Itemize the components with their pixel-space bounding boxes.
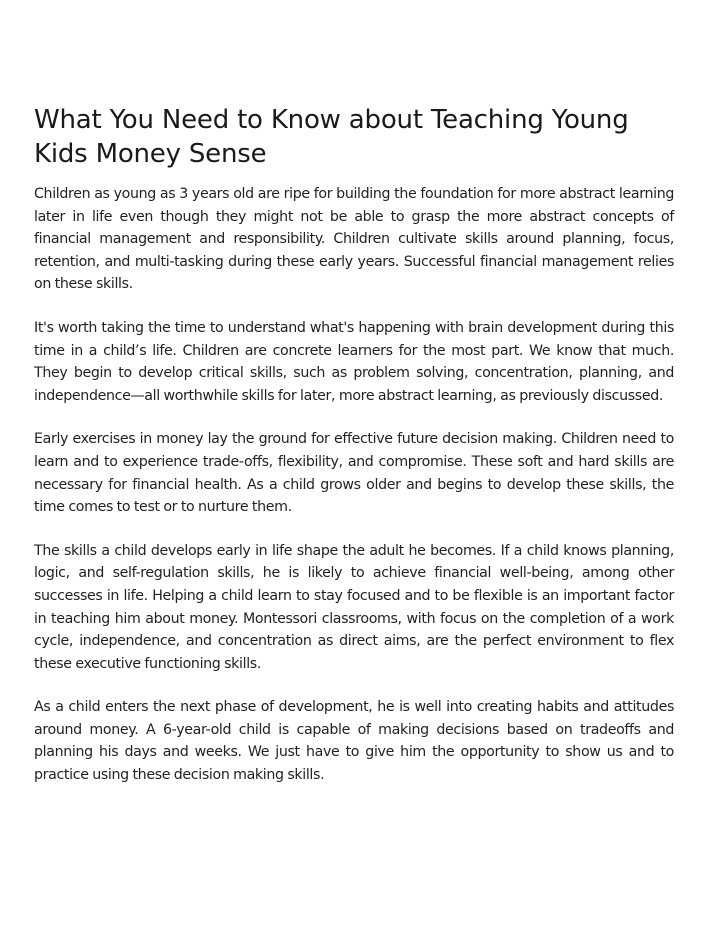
paragraph-4: The skills a child develops early in life shape the adult he becomes. If a child knows planning, logic, and self-regulation skills, he is likely to achieve financial well-being, among other successes in life. Helping a child learn to stay focused and to be flexible is an important factor in teaching him about money. Montessori classrooms, with focus on the completion of a work cycle, independence, and concentration as direct aims, are the perfect environment to flex these executive functioning skills. — [34, 542, 674, 672]
document-page — [34, 103, 674, 808]
paragraph-2: It's worth taking the time to understand what's happening with brain development during this time in a child’s life. Children are concrete learners for the most part. We know that much. They begin to develop critical skills, such as problem solving, concentration, planning, and independence—all worthwhile skills for later, more abstract learning, as previously discussed. — [34, 319, 674, 404]
paragraph-1: Children as young as 3 years old are ripe for building the foundation for more abstract learning later in life even though they might not be able to grasp the more abstract concepts of financial management and responsibility. Children cultivate skills around planning, focus, retention, and multi-tasking during these early years. Successful financial management relies on these skills. — [34, 186, 674, 293]
article-title: What You Need to Know about Teaching Young Kids Money Sense — [34, 105, 629, 169]
paragraph-3: Early exercises in money lay the ground for effective future decision making. Children need to learn and to experience trade-offs, flexibility, and compromise. These soft and hard skills are necessary for financial health. As a child grows older and begins to develop these skills, the time comes to test or to nurture them. — [34, 431, 674, 516]
paragraph-5: As a child enters the next phase of development, he is well into creating habits and attitudes around money. A 6-year-old child is capable of making decisions based on tradeoffs and planning his days and weeks. We just have to give him the opportunity to show us and to practice using these decision making skills. — [34, 699, 674, 784]
